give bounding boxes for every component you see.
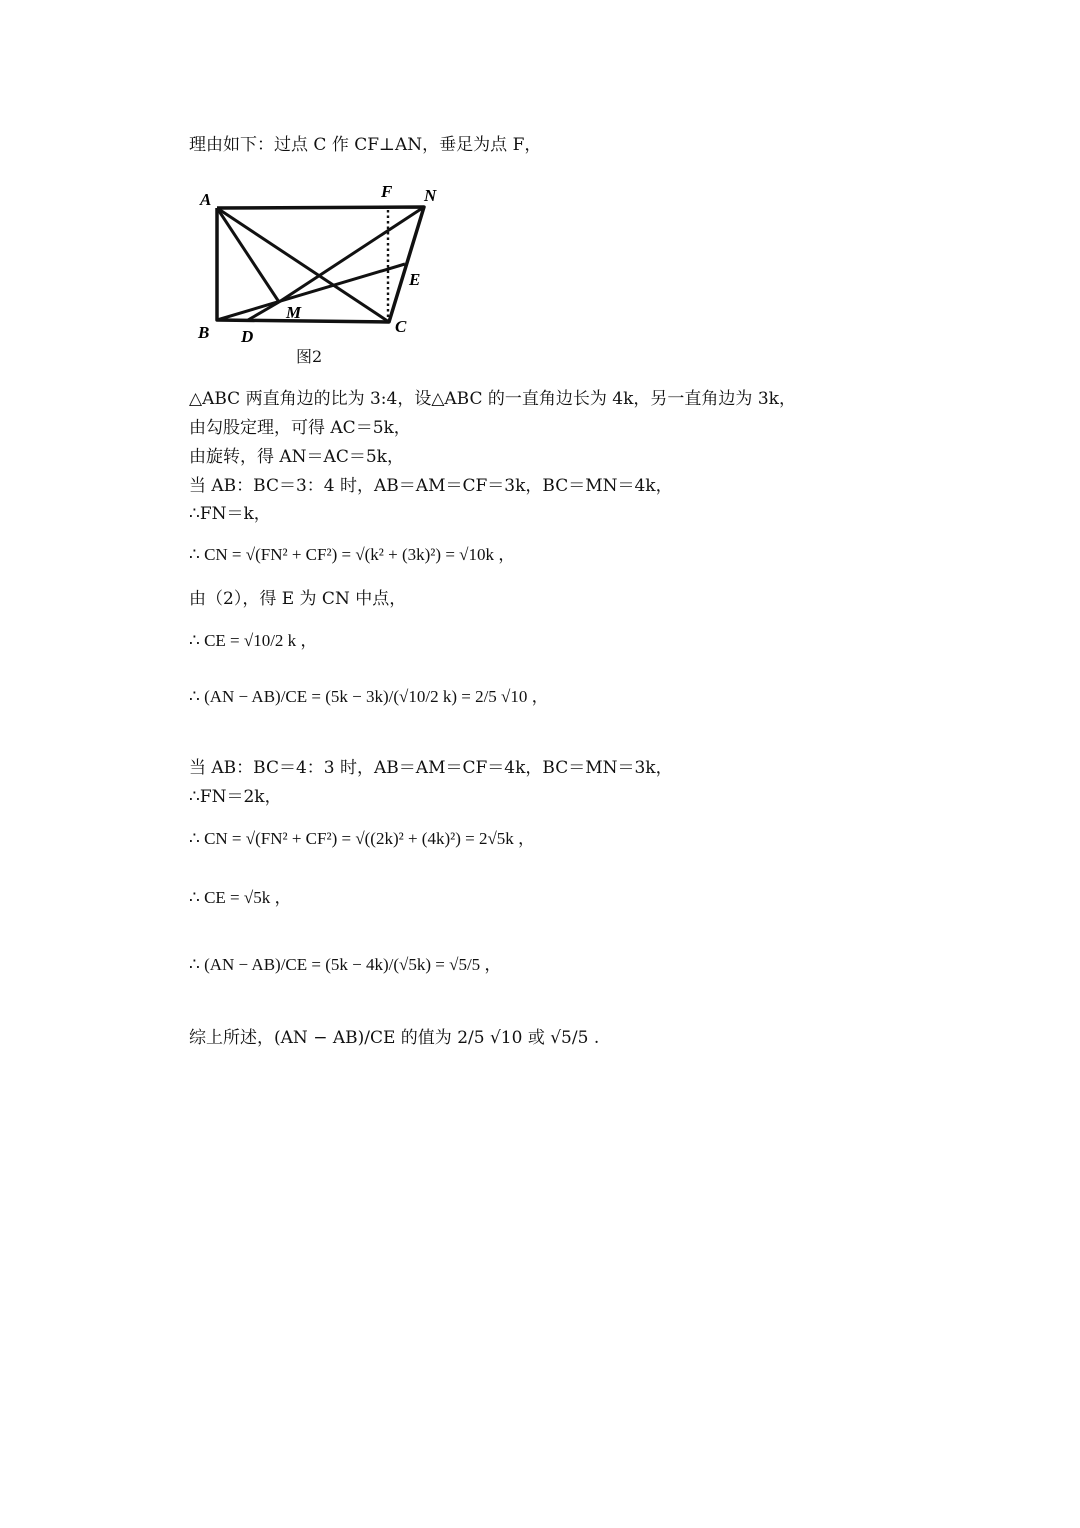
line-15-conclusion: 综上所述，(AN − AB)/CE 的值为 2/5 √10 或 √5/5 . bbox=[189, 1028, 600, 1048]
segment-a-c bbox=[217, 208, 389, 322]
intro-line: 理由如下：过点 C 作 CF⊥AN，垂足为点 F， bbox=[189, 135, 542, 155]
figure-caption: 图2 bbox=[296, 347, 323, 366]
label-m: M bbox=[286, 303, 302, 322]
label-d: D bbox=[241, 327, 254, 345]
segment-m-n bbox=[279, 207, 424, 302]
label-a: A bbox=[200, 190, 212, 209]
line-4: 当 AB：BC＝3：4 时，AB＝AM＝CF＝3k，BC＝MN＝4k， bbox=[189, 476, 673, 496]
line-13: ∴ CE = √5k ， bbox=[189, 888, 292, 907]
line-10: 当 AB：BC＝4：3 时，AB＝AM＝CF＝4k，BC＝MN＝3k， bbox=[189, 758, 673, 778]
line-7: 由（2），得 E 为 CN 中点， bbox=[189, 589, 407, 609]
line-14: ∴ (AN − AB)/CE = (5k − 4k)/(√5k) = √5/5 ， bbox=[189, 955, 502, 974]
label-c: C bbox=[395, 317, 407, 336]
label-e: E bbox=[409, 270, 421, 289]
line-1: △ABC 两直角边的比为 3:4，设△ABC 的一直角边长为 4k，另一直角边为 3k， bbox=[189, 389, 796, 409]
edge-ab-bc-cn-na bbox=[217, 207, 424, 322]
line-9: ∴ (AN − AB)/CE = (5k − 3k)/(√10/2 k) = 2/5 √10 ， bbox=[189, 687, 549, 706]
line-3: 由旋转，得 AN＝AC＝5k， bbox=[189, 447, 404, 467]
label-f: F bbox=[381, 182, 393, 201]
label-n: N bbox=[424, 186, 437, 205]
segment-a-m bbox=[217, 208, 279, 302]
label-b: B bbox=[198, 323, 210, 342]
line-8: ∴ CE = √10/2 k ， bbox=[189, 631, 318, 650]
line-12: ∴ CN = √(FN² + CF²) = √((2k)² + (4k)²) = 2√5k ， bbox=[189, 829, 536, 848]
geometry-figure bbox=[188, 180, 458, 345]
line-2: 由勾股定理，可得 AC＝5k， bbox=[189, 418, 411, 438]
segment-b-e bbox=[217, 264, 405, 320]
line-11: ∴FN＝2k， bbox=[189, 787, 282, 807]
line-5: ∴FN＝k， bbox=[189, 504, 271, 524]
line-6: ∴ CN = √(FN² + CF²) = √(k² + (3k)²) = √10k ， bbox=[189, 545, 516, 564]
